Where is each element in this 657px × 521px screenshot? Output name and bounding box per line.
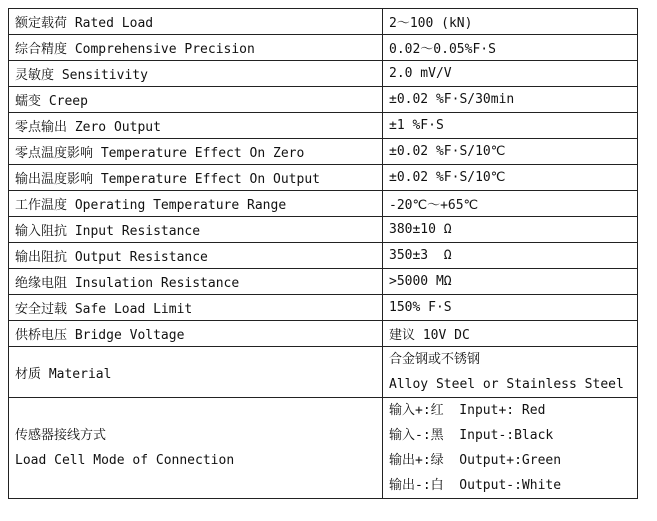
wiring-input-minus: 输入-:黑 Input-:Black [389,428,554,443]
spec-label: 供桥电压 Bridge Voltage [9,321,383,347]
table-row [9,269,638,295]
table-row [9,295,638,321]
spec-label: 灵敏度 Sensitivity [9,61,383,87]
connection-wiring [383,398,638,499]
spec-value: ±0.02 %F·S/10℃ [383,165,638,191]
spec-value: -20℃～+65℃ [383,191,638,217]
spec-label: 输入阻抗 Input Resistance [9,217,383,243]
material-value-en: Alloy Steel or Stainless Steel [389,377,624,392]
material-row [9,347,638,398]
spec-value: ±0.02 %F·S/30min [383,87,638,113]
spec-value: 2.0 mV/V [383,61,638,87]
connection-label [9,398,383,499]
spec-value: 350±3 Ω [383,243,638,269]
spec-value: 150% F·S [383,295,638,321]
wiring-input-plus: 输入+:红 Input+: Red [389,403,546,418]
spec-value: >5000 MΩ [383,269,638,295]
spec-label: 蠕变 Creep [9,87,383,113]
spec-label: 输出阻抗 Output Resistance [9,243,383,269]
spec-table [8,8,638,499]
spec-label: 输出温度影响 Temperature Effect On Output [9,165,383,191]
spec-label: 安全过载 Safe Load Limit [9,295,383,321]
table-row [9,113,638,139]
spec-label: 额定载荷 Rated Load [9,9,383,35]
spec-label: 零点输出 Zero Output [9,113,383,139]
spec-table-body [9,9,638,499]
table-row [9,321,638,347]
spec-label: 绝缘电阻 Insulation Resistance [9,269,383,295]
table-row [9,191,638,217]
table-row [9,139,638,165]
spec-value: 0.02～0.05%F·S [383,35,638,61]
spec-value: ±1 %F·S [383,113,638,139]
spec-value: 2～100 (kN) [383,9,638,35]
spec-label: 工作温度 Operating Temperature Range [9,191,383,217]
wiring-output-minus: 输出-:白 Output-:White [389,478,562,493]
table-row [9,9,638,35]
material-value [383,347,638,398]
spec-value: 380±10 Ω [383,217,638,243]
connection-row [9,398,638,499]
table-row [9,243,638,269]
material-label: 材质 Material [9,347,383,398]
spec-value: 建议 10V DC [383,321,638,347]
connection-label-en: Load Cell Mode of Connection [15,453,235,468]
table-row [9,87,638,113]
wiring-output-plus: 输出+:绿 Output+:Green [389,453,562,468]
material-value-cn: 合金钢或不锈钢 [389,352,481,367]
spec-label: 综合精度 Comprehensive Precision [9,35,383,61]
spec-value: ±0.02 %F·S/10℃ [383,139,638,165]
table-row [9,35,638,61]
table-row [9,61,638,87]
spec-label: 零点温度影响 Temperature Effect On Zero [9,139,383,165]
connection-label-cn: 传感器接线方式 [15,428,107,443]
table-row [9,165,638,191]
table-row [9,217,638,243]
